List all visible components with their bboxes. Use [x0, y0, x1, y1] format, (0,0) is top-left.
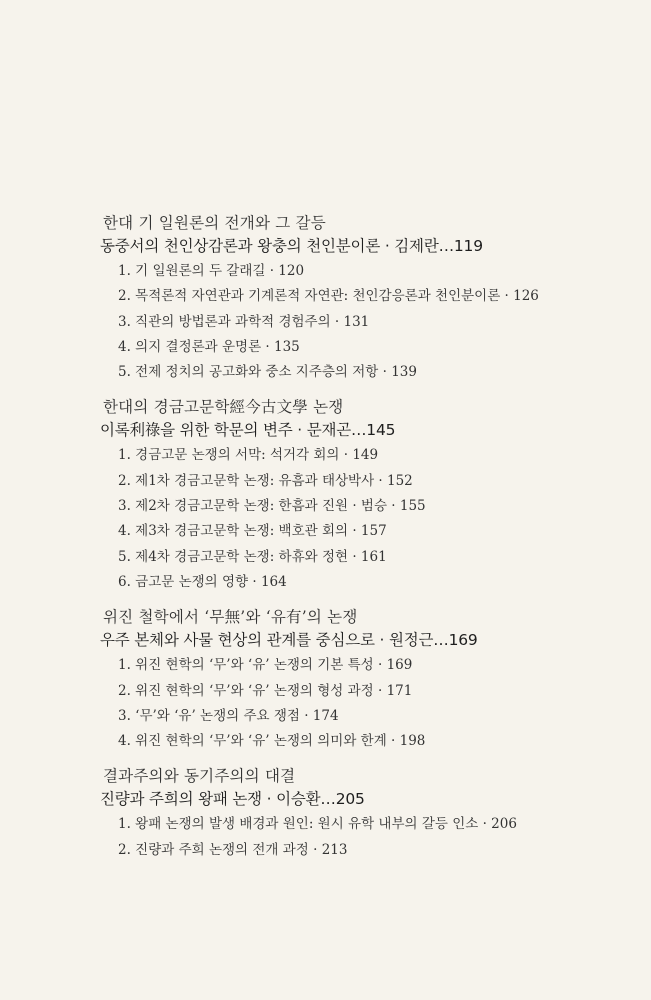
- toc-item: 1. 기 일원론의 두 갈래길 · 120: [118, 263, 305, 279]
- toc-item: 2. 제1차 경금고문학 논쟁: 유흠과 태상박사 · 152: [118, 472, 413, 489]
- section-title: 결과주의와 동기주의의 대결: [103, 767, 296, 786]
- toc-item: 2. 목적론적 자연관과 기계론적 자연관: 천인감응론과 천인분이론 · 126: [118, 288, 539, 305]
- toc-item: 3. 제2차 경금고문학 논쟁: 한흠과 진원 · 범승 · 155: [118, 498, 426, 515]
- toc-item: 1. 경금고문 논쟁의 서막: 석거각 회의 · 149: [118, 447, 379, 464]
- section-subtitle: 이록利祿을 위한 학문의 변주 · 문재곤…145: [100, 421, 396, 440]
- section-title: 한대 기 일원론의 전개와 그 갈등: [103, 214, 326, 232]
- toc-item: 5. 제4차 경금고문학 논쟁: 하휴와 정현 · 161: [118, 548, 387, 565]
- toc-item: 2. 위진 현학의 ‘무’와 ‘유’ 논쟁의 형성 과정 · 171: [118, 682, 413, 699]
- toc-section-4: [100, 765, 620, 863]
- section-items: [100, 259, 620, 385]
- section-title: 한대의 경금고문학經今古文學 논쟁: [103, 398, 344, 417]
- toc-item: 4. 위진 현학의 ‘무’와 ‘유’ 논쟁의 의미와 한계 · 198: [118, 733, 426, 750]
- toc-item: 4. 제3차 경금고문학 논쟁: 백호관 회의 · 157: [118, 523, 387, 540]
- section-items: [100, 812, 620, 863]
- toc-item: 1. 위진 현학의 ‘무’와 ‘유’ 논쟁의 기본 특성 · 169: [118, 657, 413, 674]
- toc-section-3: [100, 606, 620, 754]
- section-title: 위진 철학에서 ‘무無’와 ‘유有’의 논쟁: [103, 608, 358, 627]
- toc-item: 4. 의지 결정론과 운명론 · 135: [118, 338, 300, 355]
- toc-section-2: [100, 396, 620, 595]
- toc-item: 6. 금고문 논쟁의 영향 · 164: [118, 573, 287, 590]
- toc-section-1: [100, 212, 620, 385]
- toc-item: 1. 왕패 논쟁의 발생 배경과 원인: 원시 유학 내부의 갈등 인소 · 206: [118, 816, 517, 833]
- toc-item: 3. ‘무’와 ‘유’ 논쟁의 주요 쟁점 · 174: [118, 707, 339, 724]
- section-subtitle: 동중서의 천인상감론과 왕충의 천인분이론 · 김제란…119: [100, 237, 483, 255]
- toc-item: 2. 진량과 주희 논쟁의 전개 과정 · 213: [118, 841, 348, 858]
- toc-item: 5. 전제 정치의 공고화와 중소 지주층의 저항 · 139: [118, 364, 417, 381]
- section-subtitle: 우주 본체와 사물 현상의 관계를 중심으로 · 원정근…169: [100, 631, 478, 650]
- toc-item: 3. 직관의 방법론과 과학적 경험주의 · 131: [118, 313, 370, 330]
- section-items: [100, 653, 620, 754]
- table-of-contents: [100, 212, 620, 874]
- section-items: [100, 443, 620, 595]
- section-subtitle: 진량과 주희의 왕패 논쟁 · 이승환…205: [100, 790, 365, 809]
